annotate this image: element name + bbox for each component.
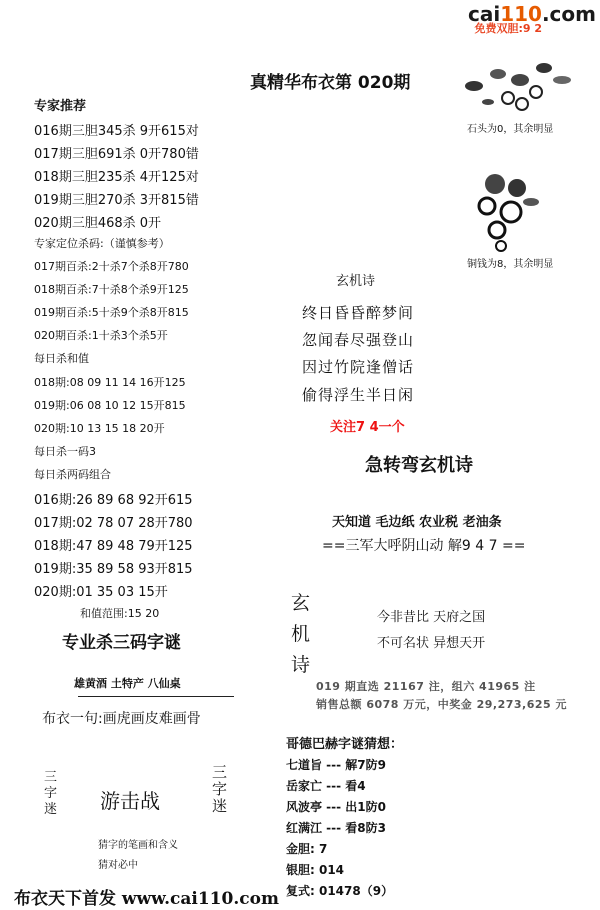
position-kill-line: 017期百杀:2十杀7个杀8开780 (34, 260, 189, 273)
riddle-tag-left (44, 770, 60, 818)
free-double-banner: 免费双胆:9 2 (474, 22, 542, 35)
daily-sum-line: 018期:08 09 11 14 16开125 (34, 376, 186, 389)
twist-riddle-line: 天知道 毛边纸 农业税 老油条 (332, 515, 502, 530)
daily-one-heading: 每日杀一码3 (34, 445, 96, 458)
expert-line: 019期三胆270杀 3开815错 (34, 193, 199, 208)
page-title: 真精华布衣第 020期 (250, 73, 411, 93)
daily-two-heading: 每日杀两码组合 (34, 468, 111, 481)
daily-sum-line: 020期:10 13 15 18 20开 (34, 422, 165, 435)
goldbach-line: 七道旨 --- 解7防9 (286, 758, 386, 772)
coins-icon (465, 172, 555, 252)
twist-answer-line: ==三军大呼阴山动 解9 4 7 == (322, 538, 526, 554)
poem-line: 因过竹院逢僧话 (302, 358, 415, 376)
twist-poem-title: 急转弯玄机诗 (365, 455, 473, 476)
goldbach-line: 风波亭 --- 出1防0 (286, 800, 386, 814)
sales-stat: 019 期直选 21167 注，组六 41965 注 (316, 680, 536, 693)
riddle-tag-right (212, 764, 232, 815)
tag-char: 字 (44, 786, 58, 801)
buyi-saying: 布衣一句:画虎画皮难画骨 (42, 711, 201, 727)
footer-site[interactable]: 布衣天下首发 www.cai110.com (14, 889, 279, 909)
poem-title: 玄机诗 (336, 274, 376, 289)
daily-two-line: 018期:47 89 48 79开125 (34, 539, 193, 554)
expert-heading: 专家推荐 (34, 99, 87, 114)
coins-caption: 铜钱为8，其余明显 (467, 259, 554, 270)
xuanji-riddle-line: 不可名状 异想天开 (377, 636, 486, 651)
goldbach-line: 复式: 01478（9） (286, 884, 394, 898)
focus-note: 关注7 4一个 (330, 420, 405, 435)
tag-char: 迷 (44, 802, 58, 817)
expert-line: 017期三胆691杀 0开780错 (34, 147, 199, 162)
tag-char: 字 (212, 780, 228, 798)
goldbach-line: 银胆: 014 (286, 863, 345, 877)
daily-sum-heading: 每日杀和值 (34, 352, 89, 365)
position-kill-line: 018期百杀:7十杀8个杀9开125 (34, 283, 189, 296)
tag-char: 迷 (212, 797, 228, 815)
sum-range: 和值范围:15 20 (80, 607, 160, 620)
daily-two-line: 019期:35 89 58 93开815 (34, 562, 193, 577)
expert-line: 016期三胆345杀 9开615对 (34, 124, 199, 139)
stones-caption: 石头为0，其余明显 (467, 124, 554, 135)
sales-stat: 销售总额 6078 万元，中奖金 29,273,625 元 (316, 698, 568, 711)
daily-two-line: 017期:02 78 07 28开780 (34, 516, 193, 531)
poem-line: 偷得浮生半日闲 (302, 386, 415, 404)
divider (78, 696, 234, 697)
riddle-hint: 猜对必中 (98, 860, 138, 871)
poem-line: 终日昏昏醉梦间 (302, 304, 415, 322)
xuanji-riddle-line: 今非昔比 天府之国 (377, 610, 486, 625)
daily-sum-line: 019期:06 08 10 12 15开815 (34, 399, 186, 412)
position-kill-line: 019期百杀:5十杀9个杀8开815 (34, 306, 189, 319)
xuanji-char: 玄 (291, 592, 311, 614)
items-line: 雄黄酒 土特产 八仙桌 (74, 677, 181, 690)
riddle-hint: 猜字的笔画和含义 (98, 840, 178, 851)
goldbach-line: 金胆: 7 (286, 842, 328, 856)
logo-tld: .com (541, 2, 596, 26)
position-kill-heading: 专家定位杀码:（谨慎参考） (34, 237, 170, 250)
logo-text: cai (467, 2, 501, 26)
poem-line: 忽闻春尽强登山 (302, 331, 415, 349)
daily-two-line: 020期:01 35 03 15开 (34, 585, 168, 600)
daily-two-line: 016期:26 89 68 92开615 (34, 493, 193, 508)
expert-line: 020期三胆468杀 0开 (34, 216, 162, 231)
stones-icon (462, 50, 582, 120)
xuanji-char: 诗 (291, 654, 311, 676)
riddle-center: 游击战 (100, 789, 160, 813)
xuanji-char: 机 (291, 623, 311, 645)
position-kill-line: 020期百杀:1十杀3个杀5开 (34, 329, 168, 342)
expert-line: 018期三胆235杀 4开125对 (34, 170, 199, 185)
logo-number: 110 (500, 2, 542, 26)
pro-riddle-title: 专业杀三码字谜 (62, 633, 181, 653)
goldbach-line: 红满江 --- 看8防3 (286, 821, 386, 835)
tag-char: 三 (212, 763, 228, 781)
goldbach-heading: 哥德巴赫字谜猜想： (286, 737, 404, 752)
tag-char: 三 (44, 770, 58, 785)
goldbach-line: 岳家亡 --- 看4 (286, 779, 366, 793)
